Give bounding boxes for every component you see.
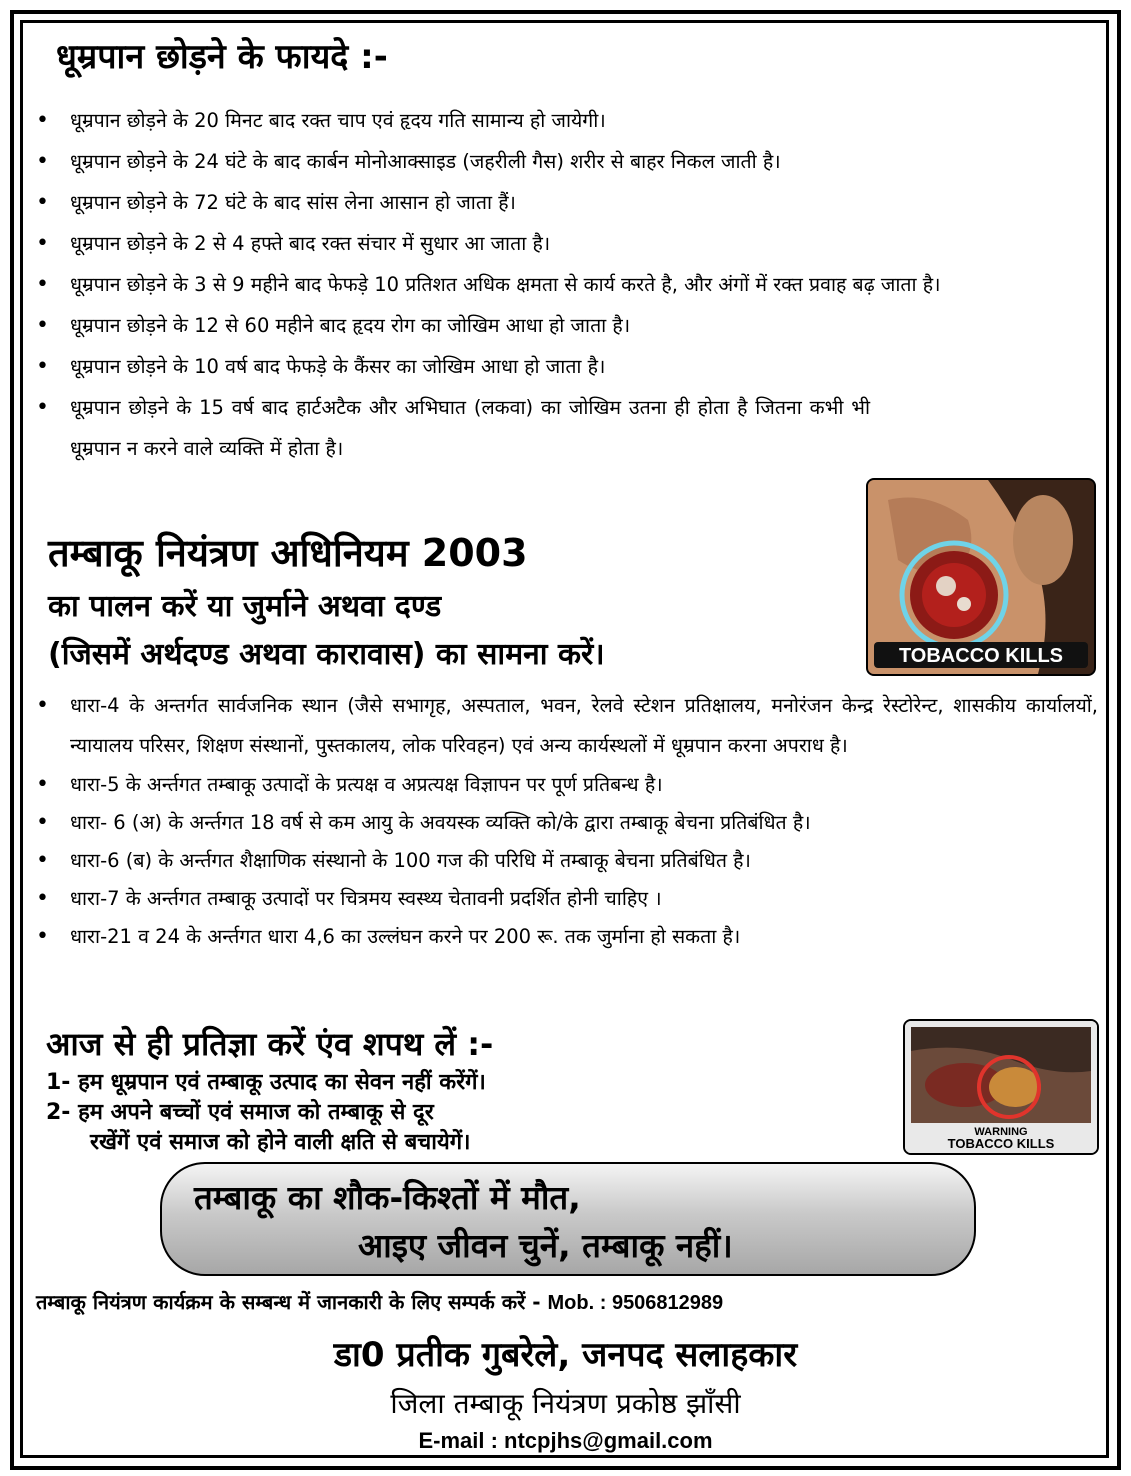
tobacco-kills-label: TOBACCO KILLS xyxy=(898,645,1064,667)
act-subheading: का पालन करें या जुर्माने अथवा दण्ड xyxy=(48,589,442,624)
slogan-line-2: आइए जीवन चुनें, तम्बाकू नहीं। xyxy=(358,1226,733,1265)
mobile-number: Mob. : 9506812989 xyxy=(547,1292,724,1314)
pledge-heading: आज से ही प्रतिज्ञा करें एंव शपथ लें :- xyxy=(46,1025,494,1063)
list-item: • धारा-21 व 24 के अर्न्तगत धारा 4,6 का उल्लंघन करने पर 200 रू. तक जुर्माना हो सकता है। xyxy=(36,918,1098,956)
face-lesion-image xyxy=(868,480,1094,674)
pledge-line-2: 2- हम अपने बच्चों एवं समाज को तम्बाकू से दूर xyxy=(46,1100,434,1125)
district-cell: जिला तम्बाकू नियंत्रण प्रकोष्ठ झाँसी xyxy=(390,1387,741,1420)
benefits-title: धूम्रपान छोड़ने के फायदे :- xyxy=(56,37,388,77)
list-item: • धूम्रपान छोड़ने के 24 घंटे के बाद कार्बन मोनोआक्साइड (जहरीली गैस) शरीर से बाहर निकल जाती है। xyxy=(36,141,1098,182)
list-item: • धूम्रपान छोड़ने के 10 वर्ष बाद फेफड़े के कैंसर का जोखिम आधा हो जाता है। xyxy=(36,346,1098,387)
pledge-line-1: 1- हम धूम्रपान एवं तम्बाकू उत्पाद का सेवन नहीं करेंगें। xyxy=(46,1070,486,1095)
act-heading: तम्बाकू नियंत्रण अधिनियम 2003 xyxy=(48,531,528,575)
tobacco-kills-label-2: TOBACCO KILLS xyxy=(947,1136,1055,1151)
slogan-line-1: तम्बाकू का शौक-किश्तों में मौत, xyxy=(194,1178,581,1217)
pledge-line-3: रखेंगें एवं समाज को होने वाली क्षति से बचायेगें। xyxy=(90,1130,471,1155)
benefits-list xyxy=(36,100,1098,469)
list-item: • धारा- 6 (अ) के अर्न्तगत 18 वर्ष से कम आयु के अवयस्क व्यक्ति को/के द्वारा तम्बाकू बेचना प्रतिबंधित है। xyxy=(36,804,1098,842)
mouth-lesion-image xyxy=(905,1021,1097,1153)
list-item: • धूम्रपान छोड़ने के 12 से 60 महीने बाद हृदय रोग का जोखिम आधा हो जाता है। xyxy=(36,305,1098,346)
tobacco-kills-photo xyxy=(866,478,1096,676)
contact-line xyxy=(36,1288,723,1315)
contact-text: तम्बाकू नियंत्रण कार्यक्रम के सम्बन्ध में जानकारी के लिए सम्पर्क करें - xyxy=(36,1290,541,1314)
list-item: • धारा-7 के अर्न्तगत तम्बाकू उत्पादों पर चित्रमय स्वस्थ्य चेतावनी प्रदर्शित होनी चाहिए । xyxy=(36,880,1098,918)
email: E-mail : ntcpjhs@gmail.com xyxy=(418,1428,713,1453)
list-item: • धूम्रपान छोड़ने के 72 घंटे के बाद सांस लेना आसान हो जाता हैं। xyxy=(36,182,1098,223)
list-item: • धूम्रपान छोड़ने के 3 से 9 महीने बाद फेफड़े 10 प्रतिशत अधिक क्षमता से कार्य करते है, और अंगों में रक्त प्रवाह बढ़ जाता है। xyxy=(36,264,1098,305)
act-sections-list xyxy=(36,686,1098,956)
list-item: • धारा-4 के अन्तर्गत सार्वजनिक स्थान (जैसे सभागृह, अस्पताल, भवन, रेलवे स्टेशन प्रतिक्षालय, मनोरंजन केन्द्र रेस्टोरेन्ट, शासकीय कार्यालयों, न्यायालय परिसर, शिक्षण संस्थानों, पुस्तकालय, लोक परिवहन) एवं अन्य कार्यस्थलों में धूम्रपान करना अपराध है। xyxy=(36,686,1098,766)
list-item: • धूम्रपान छोड़ने के 20 मिनट बाद रक्त चाप एवं हृदय गति सामान्य हो जायेगी। xyxy=(36,100,1098,141)
list-item: • धारा-5 के अर्न्तगत तम्बाकू उत्पादों के प्रत्यक्ष व अप्रत्यक्ष विज्ञापन पर पूर्ण प्रतिबन्ध है। xyxy=(36,766,1098,804)
list-item: • धूम्रपान छोड़ने के 2 से 4 हफ्ते बाद रक्त संचार में सुधार आ जाता है। xyxy=(36,223,1098,264)
doctor-name: डा0 प्रतीक गुबरेले, जनपद सलाहकार xyxy=(333,1335,798,1375)
list-item: • धारा-6 (ब) के अर्न्तगत शैक्षाणिक संस्थानो के 100 गज की परिधि में तम्बाकू बेचना प्रतिबंधित है। xyxy=(36,842,1098,880)
warning-label: WARNING xyxy=(974,1126,1028,1138)
list-item: • धूम्रपान छोड़ने के 15 वर्ष बाद हार्टअटैक और अभिघात (लकवा) का जोखिम उतना ही होता है जितना कभी भी धूम्रपान न करने वाले व्यक्ति में होता है। xyxy=(36,387,870,469)
act-subheading-2: (जिसमें अर्थदण्ड अथवा कारावास) का सामना करें। xyxy=(48,637,605,672)
warning-photo xyxy=(903,1019,1099,1155)
